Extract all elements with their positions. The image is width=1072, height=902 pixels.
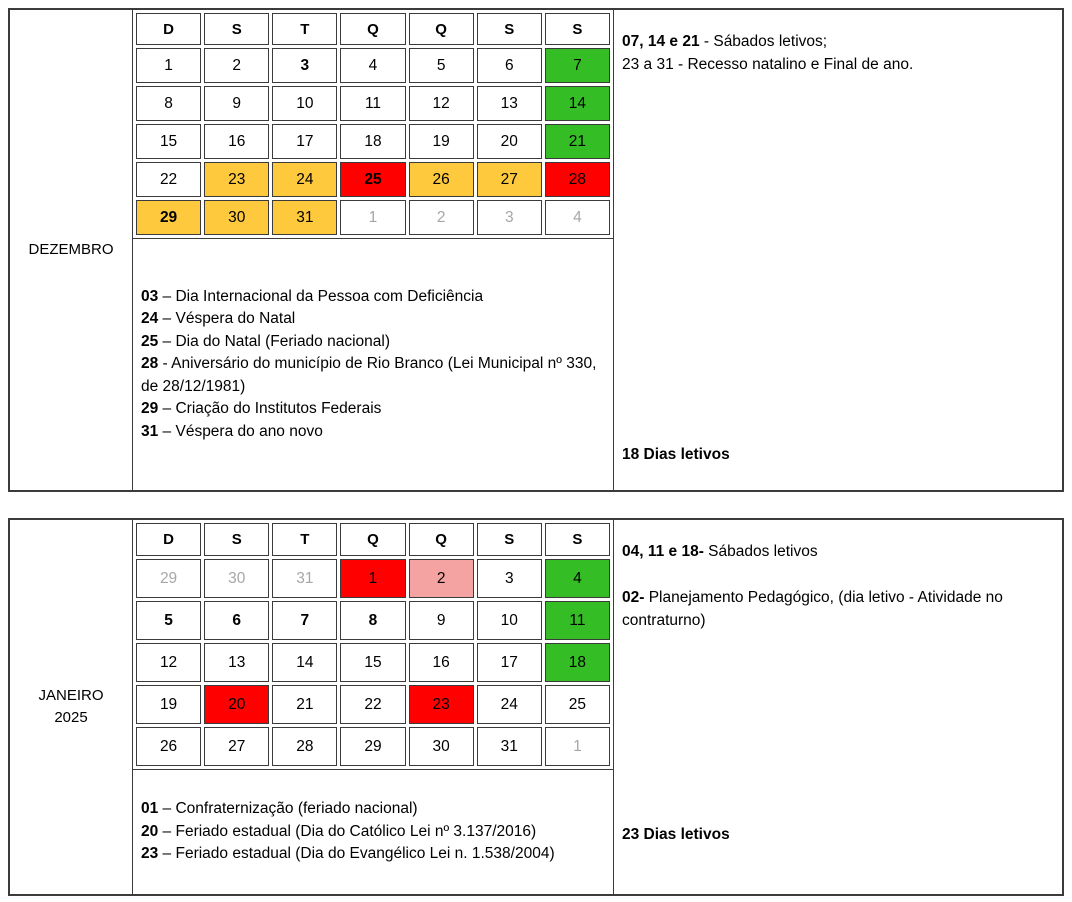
day-cell: 29 [340, 727, 405, 766]
weekday-header-cell: Q [409, 523, 474, 556]
side-note-day-numbers: 04, 11 e 18- [622, 543, 704, 560]
note-text: – Véspera do ano novo [158, 422, 323, 440]
dias-letivos-label: 23 Dias letivos [622, 826, 730, 843]
note-text: – Criação do Institutos Federais [158, 400, 382, 418]
day-cell: 11 [545, 601, 610, 640]
weekday-header-cell: Q [340, 523, 405, 556]
day-cell: 26 [409, 162, 474, 197]
day-cell: 20 [477, 124, 542, 159]
month-label-cell [10, 520, 133, 894]
note-day-number: 24 [141, 310, 159, 328]
day-cell: 29 [136, 559, 201, 598]
note-text: - Aniversário do município de Rio Branco (Lei Municipal nº 330, de 28/12/1981) [141, 355, 597, 395]
day-cell: 13 [204, 643, 269, 682]
note-text: – Confraternização (feriado nacional) [158, 800, 418, 818]
note-line [141, 286, 599, 308]
side-notes [622, 30, 1050, 76]
note-day-number: 28 [141, 355, 159, 373]
calendar-grid [133, 520, 613, 769]
side-note-line [622, 586, 1050, 632]
note-line [141, 331, 599, 353]
day-cell: 22 [340, 685, 405, 724]
day-cell: 4 [545, 200, 610, 235]
day-cell: 19 [409, 124, 474, 159]
note-text: – Véspera do Natal [158, 310, 296, 328]
day-cell: 18 [340, 124, 405, 159]
day-cell: 21 [272, 685, 337, 724]
day-cell: 3 [272, 48, 337, 83]
day-cell: 13 [477, 86, 542, 121]
day-cell: 15 [340, 643, 405, 682]
day-cell: 8 [136, 86, 201, 121]
month-table-janeiro-2025 [8, 518, 1064, 896]
day-cell: 20 [204, 685, 269, 724]
day-cell: 3 [477, 200, 542, 235]
weekday-header-cell: D [136, 13, 201, 45]
month-label-cell [10, 10, 133, 490]
day-cell: 1 [340, 200, 405, 235]
day-cell: 14 [272, 643, 337, 682]
day-cell: 9 [204, 86, 269, 121]
note-day-number: 03 [141, 288, 159, 306]
day-cell: 12 [409, 86, 474, 121]
note-line [141, 421, 599, 443]
note-text: – Dia do Natal (Feriado nacional) [158, 332, 391, 350]
day-cell: 23 [204, 162, 269, 197]
weekday-header-cell: S [545, 523, 610, 556]
note-text: – Feriado estadual (Dia do Católico Lei nº 3.137/2016) [158, 822, 537, 840]
month-table-dezembro [8, 8, 1064, 492]
side-notes-column [613, 520, 1062, 894]
day-cell: 31 [272, 559, 337, 598]
calendar-column [133, 10, 613, 490]
side-note-day-numbers: 07, 14 e 21 [622, 33, 700, 50]
day-cell: 15 [136, 124, 201, 159]
day-cell: 26 [136, 727, 201, 766]
note-line [141, 821, 599, 843]
note-line [141, 798, 599, 820]
weekday-header-cell: Q [340, 13, 405, 45]
day-cell: 10 [477, 601, 542, 640]
note-text: – Feriado estadual (Dia do Evangélico Lei n. 1.538/2004) [158, 845, 555, 863]
day-cell: 1 [136, 48, 201, 83]
day-cell: 30 [204, 200, 269, 235]
day-cell: 24 [272, 162, 337, 197]
month-label: JANEIRO [38, 687, 104, 704]
day-cell: 30 [409, 727, 474, 766]
day-cell: 12 [136, 643, 201, 682]
day-cell: 7 [545, 48, 610, 83]
day-cell: 11 [340, 86, 405, 121]
weekday-header-cell: D [136, 523, 201, 556]
side-note-line [622, 563, 1050, 586]
month-notes [133, 769, 613, 894]
day-cell: 27 [477, 162, 542, 197]
day-cell: 18 [545, 643, 610, 682]
day-cell: 6 [204, 601, 269, 640]
side-note-line [622, 540, 1050, 563]
note-day-number: 29 [141, 400, 159, 418]
day-cell: 5 [136, 601, 201, 640]
note-line [141, 353, 599, 398]
day-cell: 23 [409, 685, 474, 724]
day-cell: 4 [545, 559, 610, 598]
weekday-header-cell: S [477, 13, 542, 45]
day-cell: 6 [477, 48, 542, 83]
side-note-text: Planejamento Pedagógico, (dia letivo - Atividade no contraturno) [622, 589, 1003, 629]
day-cell: 1 [340, 559, 405, 598]
weekday-header-cell: S [477, 523, 542, 556]
day-cell: 25 [340, 162, 405, 197]
side-note-text: 23 a 31 - Recesso natalino e Final de ano. [622, 56, 914, 73]
weekday-header-cell: T [272, 523, 337, 556]
day-cell: 2 [409, 559, 474, 598]
day-cell: 5 [409, 48, 474, 83]
day-cell: 22 [136, 162, 201, 197]
day-cell: 25 [545, 685, 610, 724]
calendar-grid [133, 10, 613, 238]
side-note-day-numbers: 02- [622, 589, 645, 606]
note-day-number: 25 [141, 332, 159, 350]
note-day-number: 23 [141, 845, 159, 863]
day-cell: 28 [545, 162, 610, 197]
side-notes [622, 540, 1050, 632]
weekday-header-cell: S [545, 13, 610, 45]
dias-letivos-label: 18 Dias letivos [622, 446, 730, 463]
day-cell: 27 [204, 727, 269, 766]
side-note-text: - Sábados letivos; [699, 33, 828, 50]
calendar-column [133, 520, 613, 894]
side-note-line [622, 30, 1050, 53]
day-cell: 2 [409, 200, 474, 235]
day-cell: 16 [204, 124, 269, 159]
weekday-header-cell: S [204, 13, 269, 45]
day-cell: 17 [272, 124, 337, 159]
day-cell: 14 [545, 86, 610, 121]
weekday-header-cell: Q [409, 13, 474, 45]
weekday-header-cell: T [272, 13, 337, 45]
day-cell: 8 [340, 601, 405, 640]
side-note-line [622, 53, 1050, 76]
day-cell: 4 [340, 48, 405, 83]
side-notes-column [613, 10, 1062, 490]
month-notes [133, 238, 613, 490]
day-cell: 31 [272, 200, 337, 235]
day-cell: 29 [136, 200, 201, 235]
note-day-number: 01 [141, 800, 159, 818]
day-cell: 24 [477, 685, 542, 724]
day-cell: 1 [545, 727, 610, 766]
month-label: DEZEMBRO [28, 241, 114, 258]
month-label: 2025 [54, 709, 88, 726]
note-line [141, 308, 599, 330]
day-cell: 7 [272, 601, 337, 640]
note-day-number: 20 [141, 822, 159, 840]
note-line [141, 398, 599, 420]
weekday-header-cell: S [204, 523, 269, 556]
day-cell: 28 [272, 727, 337, 766]
day-cell: 10 [272, 86, 337, 121]
day-cell: 31 [477, 727, 542, 766]
day-cell: 19 [136, 685, 201, 724]
day-cell: 16 [409, 643, 474, 682]
day-cell: 21 [545, 124, 610, 159]
day-cell: 2 [204, 48, 269, 83]
day-cell: 30 [204, 559, 269, 598]
day-cell: 17 [477, 643, 542, 682]
note-line [141, 843, 599, 865]
day-cell: 3 [477, 559, 542, 598]
day-cell: 9 [409, 601, 474, 640]
note-day-number: 31 [141, 422, 159, 440]
note-text: – Dia Internacional da Pessoa com Deficiência [158, 288, 484, 306]
side-note-text: Sábados letivos [703, 543, 818, 560]
